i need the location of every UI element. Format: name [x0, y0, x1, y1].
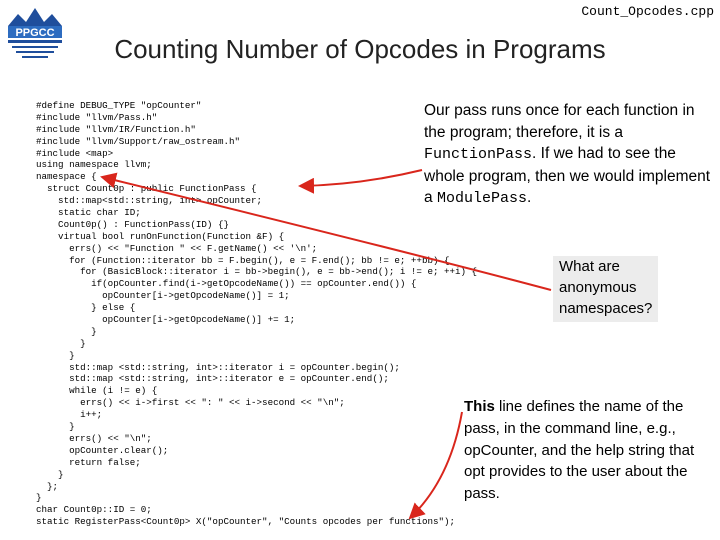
code-line: #define DEBUG_TYPE "opCounter" [36, 100, 202, 111]
code-line: virtual bool runOnFunction(Function &F) { [36, 230, 285, 242]
arrow-to-functionpass [300, 170, 422, 186]
code-line: } [36, 337, 86, 349]
code-line: errs() << "Function " << F.getName() << '\n'; [36, 242, 318, 254]
code-line: } else { [36, 302, 136, 314]
code-line: struct Count0p : public FunctionPass { [36, 183, 257, 195]
code-line: return false; [36, 456, 141, 468]
register-pass-note: This line defines the name of the pass, in the command line, e.g., opCounter, and the help string that opt provides to the user about the pass. [464, 398, 695, 503]
code-line: std::map <std::string, int>::iterator i = opCounter.begin(); [36, 361, 400, 373]
code-line: std::map <std::string, int>::iterator e = opCounter.end(); [36, 373, 389, 385]
code-line: opCounter[i->getOpcodeName()] += 1; [36, 314, 296, 326]
code-line: #include "llvm/Support/raw_ostream.h" [36, 135, 240, 147]
code-line: } [36, 468, 64, 480]
code-line: errs() << i->first << ": " << i->second << "\n"; [36, 397, 345, 409]
code-line: #include "llvm/Pass.h" [36, 111, 158, 123]
svg-text:PPGCC: PPGCC [15, 27, 55, 39]
code-line: errs() << "\n"; [36, 432, 152, 444]
arrow-to-namespace [102, 177, 551, 290]
code-line: } [36, 349, 75, 361]
file-name: Count_Opcodes.cpp [581, 4, 714, 19]
code-line: for (BasicBlock::iterator i = bb->begin(), e = bb->end(); i != e; ++i) { [36, 266, 478, 278]
code-line: namespace { [36, 171, 97, 183]
anonymous-namespace-note: What are anonymous namespaces? [553, 256, 658, 322]
code-line: Count0p() : FunctionPass(ID) {} [36, 218, 229, 230]
code-line: opCounter[i->getOpcodeName()] = 1; [36, 290, 290, 302]
code-line: i++; [36, 409, 103, 421]
code-line: using namespace llvm; [36, 159, 152, 171]
code-line: } [36, 421, 75, 433]
code-line: #include <map> [36, 147, 114, 159]
code-line: for (Function::iterator bb = F.begin(), e = F.end(); bb != e; ++bb) { [36, 254, 450, 266]
code-line: opCounter.clear(); [36, 444, 169, 456]
code-line: char Count0p::ID = 0; [36, 504, 152, 516]
code-line: } [36, 325, 97, 337]
arrow-to-registerpass [410, 412, 462, 518]
code-line: static RegisterPass<Count0p> X("opCounter", "Counts opcodes per functions"); [36, 516, 456, 528]
slide-title: Counting Number of Opcodes in Programs [114, 34, 606, 64]
code-line: #include "llvm/IR/Function.h" [36, 123, 196, 135]
function-pass-note: Our pass runs once for each function in the program; therefore, it is a FunctionPass. If we had to see the whole program, then we would implement a ModulePass. [424, 102, 711, 207]
code-line: } [36, 492, 42, 504]
code-line: std::map<std::string, int> opCounter; [36, 195, 263, 207]
code-line: static char ID; [36, 207, 141, 219]
code-line: while (i != e) { [36, 385, 158, 397]
code-line: }; [36, 480, 59, 492]
code-line: if(opCounter.find(i->getOpcodeName()) == opCounter.end()) { [36, 278, 417, 290]
